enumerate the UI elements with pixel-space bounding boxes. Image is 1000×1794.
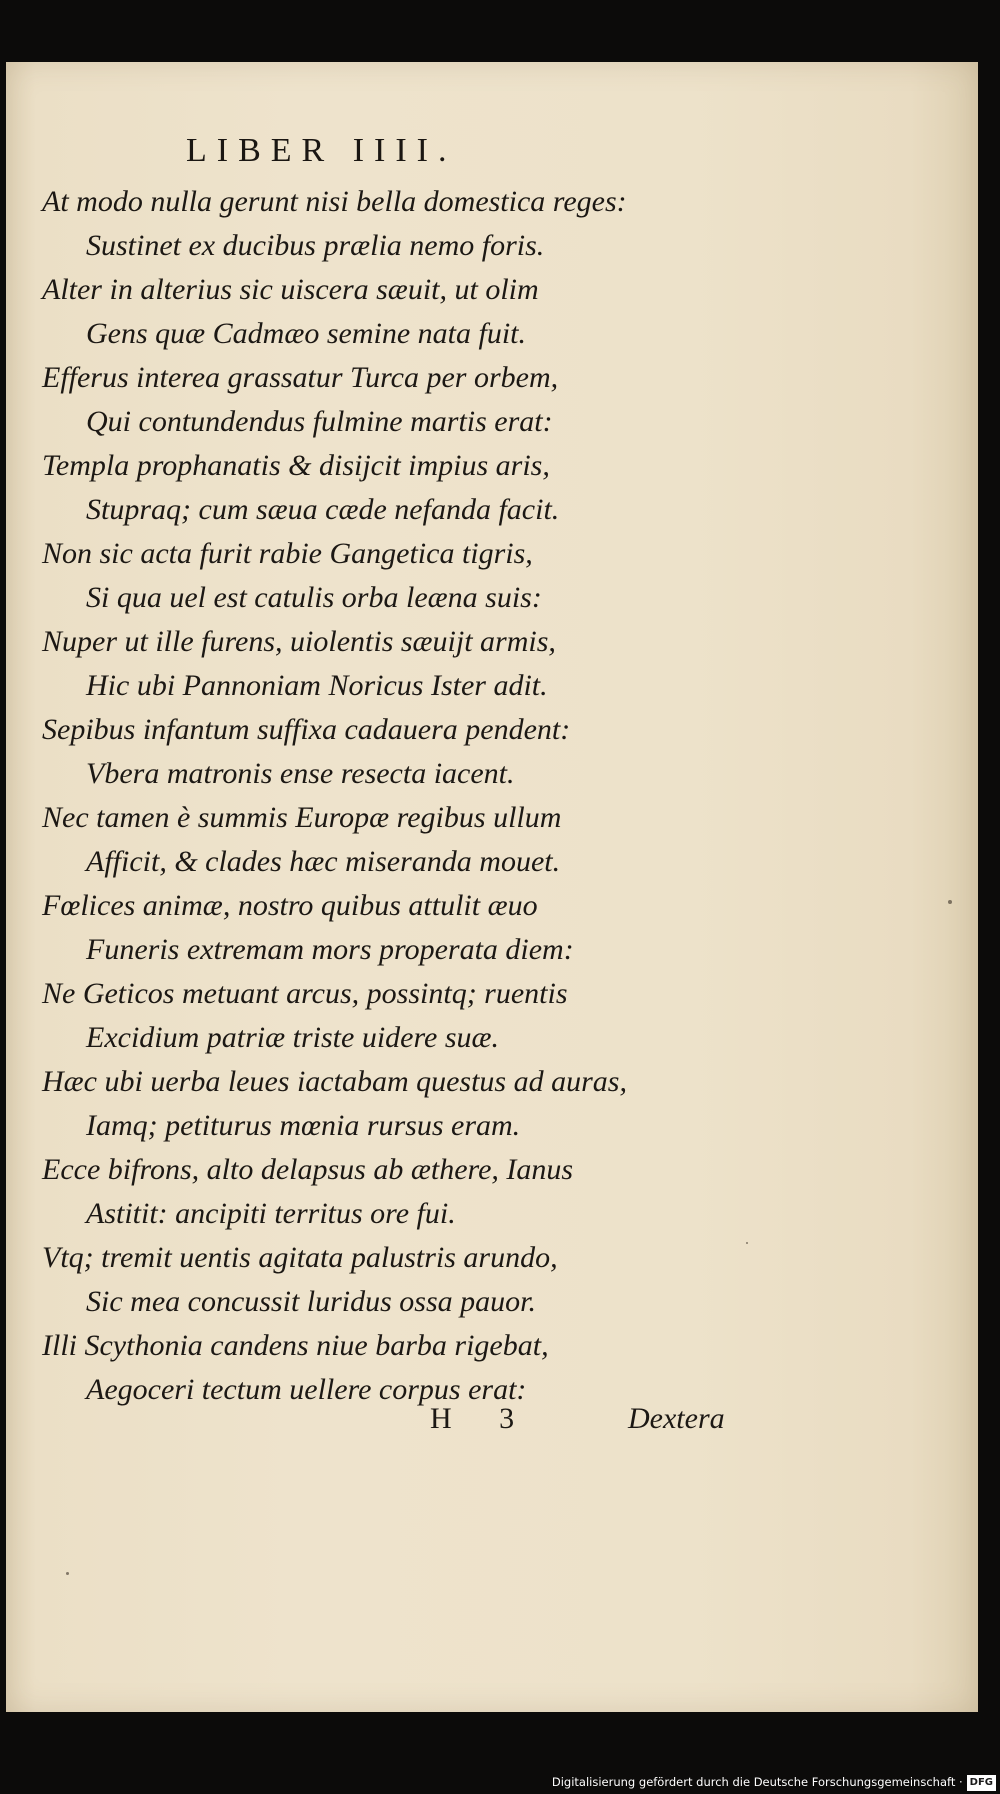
verse-line: Hæc ubi uerba leues iactabam questus ad auras, — [42, 1065, 627, 1098]
verse-line: Qui contundendus fulmine martis erat: — [86, 405, 553, 438]
verse-line: Stupraq; cum sæua cæde nefanda facit. — [86, 493, 560, 526]
page-footer — [6, 1402, 978, 1446]
verse-block — [42, 180, 942, 1412]
verse-line: Iamq; petiturus mœnia rursus eram. — [86, 1109, 521, 1142]
verse-line: Si qua uel est catulis orba leæna suis: — [86, 581, 542, 614]
dfg-logo: DFG — [967, 1775, 996, 1791]
verse-line: Efferus interea grassatur Turca per orbem, — [42, 361, 559, 394]
verse-line: Ne Geticos metuant arcus, possintq; ruentis — [42, 977, 568, 1010]
verse-line: Sustinet ex ducibus prælia nemo foris. — [86, 229, 545, 262]
verse-line: Nuper ut ille furens, uiolentis sæuijt armis, — [42, 625, 556, 658]
signature-mark: H 3 — [430, 1402, 535, 1435]
verse-line: At modo nulla gerunt nisi bella domestica reges: — [42, 185, 627, 218]
verse-line: Hic ubi Pannoniam Noricus Ister adit. — [86, 669, 548, 702]
verse-line: Sepibus infantum suffixa cadauera pendent: — [42, 713, 571, 746]
verse-line: Afficit, & clades hæc miseranda mouet. — [86, 845, 561, 878]
digitization-credit — [552, 1772, 996, 1792]
verse-line: Ecce bifrons, alto delapsus ab æthere, Ianus — [42, 1153, 574, 1186]
verse-line: Alter in alterius sic uiscera sæuit, ut olim — [42, 273, 539, 306]
verse-line: Astitit: ancipiti territus ore fui. — [86, 1197, 456, 1230]
verse-line: Nec tamen è summis Europæ regibus ullum — [42, 801, 562, 834]
verse-line: Illi Scythonia candens niue barba rigebat, — [42, 1329, 549, 1362]
verse-line: Aegoceri tectum uellere corpus erat: — [86, 1373, 527, 1406]
verse-line: Fœlices animæ, nostro quibus attulit æuo — [42, 889, 538, 922]
book-page — [6, 62, 978, 1712]
credit-text: Digitalisierung gefördert durch die Deutsche Forschungsgemeinschaft · — [551, 1775, 963, 1789]
verse-line: Vbera matronis ense resecta iacent. — [86, 757, 515, 790]
verse-line: Non sic acta furit rabie Gangetica tigris, — [42, 537, 533, 570]
verse-line: Gens quæ Cadmæo semine nata fuit. — [86, 317, 526, 350]
verse-line: Sic mea concussit luridus ossa pauor. — [86, 1285, 536, 1318]
catchword: Dextera — [628, 1402, 725, 1435]
verse-line: Vtq; tremit uentis agitata palustris arundo, — [42, 1241, 558, 1274]
running-head: LIBER IIII. — [186, 132, 457, 169]
verse-line: Excidium patriæ triste uidere suæ. — [86, 1021, 500, 1054]
verse-line: Templa prophanatis & disijcit impius aris, — [42, 449, 550, 482]
verse-line: Funeris extremam mors properata diem: — [86, 933, 574, 966]
